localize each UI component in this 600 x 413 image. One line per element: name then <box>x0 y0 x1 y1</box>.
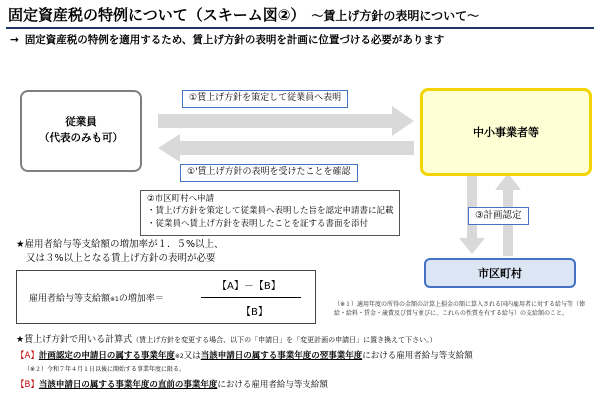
row-b-tail: における雇用者給与等支給額 <box>217 380 328 390</box>
row-a-note: ※2 <box>174 353 184 360</box>
row-b-term: 当該申請日の属する事業年度の直前の事業年度 <box>38 380 218 390</box>
formula-numerator: 【A】－【B】 <box>217 281 281 292</box>
footnote-1: （※１）適用年度の所得の金額の計算上損金の額に算入される国内雇用者に対する給与等（俸給・給料・賃金・歳費及び賞与並びに、これらの性質を有する給与）の支給額のこと。 <box>334 301 586 317</box>
arrow-right-announce <box>158 106 414 136</box>
arrow-left-confirm <box>158 134 414 162</box>
lead-sentence: 固定資産税の特例を適用するため、賃上げ方針の表明を計画に位置づける必要があります <box>24 34 445 46</box>
formula-label <box>29 291 164 304</box>
smb-box <box>420 88 592 176</box>
formula-section-title <box>16 332 437 345</box>
employee-note: （代表のみも可） <box>39 132 123 144</box>
lead-arrow-icon: → <box>10 34 19 46</box>
title-subtitle: ～賃上げ方針の表明について～ <box>311 9 480 23</box>
formula-label-text: 雇用者給与等支給額 <box>29 294 111 304</box>
row-a-tag: 【A】 <box>16 351 39 361</box>
formula-label-tail: の増加率＝ <box>118 294 164 304</box>
formula-row-a <box>16 349 473 361</box>
title-text: 固定資産税の特例について（スキーム図②） <box>8 6 306 24</box>
employee-label: 従業員 <box>65 116 97 129</box>
formula-box <box>16 270 316 324</box>
arrow1-label: ①賃上げ方針を策定して従業員へ表明 <box>182 90 348 108</box>
employee-box <box>20 90 142 172</box>
arrow2-label: ①'賃上げ方針の表明を受けたことを確認 <box>180 164 358 182</box>
formula-section-heading: ★賃上げ方針で用いる計算式 <box>16 335 133 345</box>
row-a-or: 又は <box>183 351 201 361</box>
apply-line2: ・従業員へ賃上げ方針を表明したことを証する書面を添付 <box>147 218 369 229</box>
fraction-bar <box>201 297 301 298</box>
city-label: 市区町村 <box>478 267 522 280</box>
row-a-term1: 計画認定の申請日の属する事業年度 <box>38 351 175 361</box>
formula-label-note: ※1 <box>110 296 119 303</box>
apply-box <box>140 190 400 236</box>
city-box <box>424 258 576 288</box>
formula-denominator: 【B】 <box>241 307 268 318</box>
condition-line1: ★雇用者給与等支給額の増加率が１．５%以上、 <box>16 239 224 250</box>
row-a-term2: 当該申請日の属する事業年度の翌事業年度 <box>200 351 363 361</box>
formula-row-b <box>16 378 328 390</box>
condition-text <box>16 238 224 267</box>
arrow3-label: ③計画認定 <box>468 207 529 225</box>
formula-section-note: （賃上げ方針を変更する場合、以下の「申請日」を「変更計画の申請日」に置き換えて下さい。） <box>132 336 437 344</box>
row-a-tail: における雇用者給与等支給額 <box>362 351 473 361</box>
apply-title: ②市区町村へ申請 <box>147 194 215 204</box>
smb-label: 中小事業者等 <box>473 126 539 139</box>
row-b-tag: 【B】 <box>16 380 39 390</box>
row-a-footnote: （※２）令和７年４月１日以後に開始する事業年度に限る。 <box>24 366 186 373</box>
condition-line2: 又は３%以上となる賃上げ方針の表明が必要 <box>26 253 216 265</box>
apply-line1: ・賃上げ方針を策定して従業員へ表明した旨を認定申請書に記載 <box>147 206 394 217</box>
